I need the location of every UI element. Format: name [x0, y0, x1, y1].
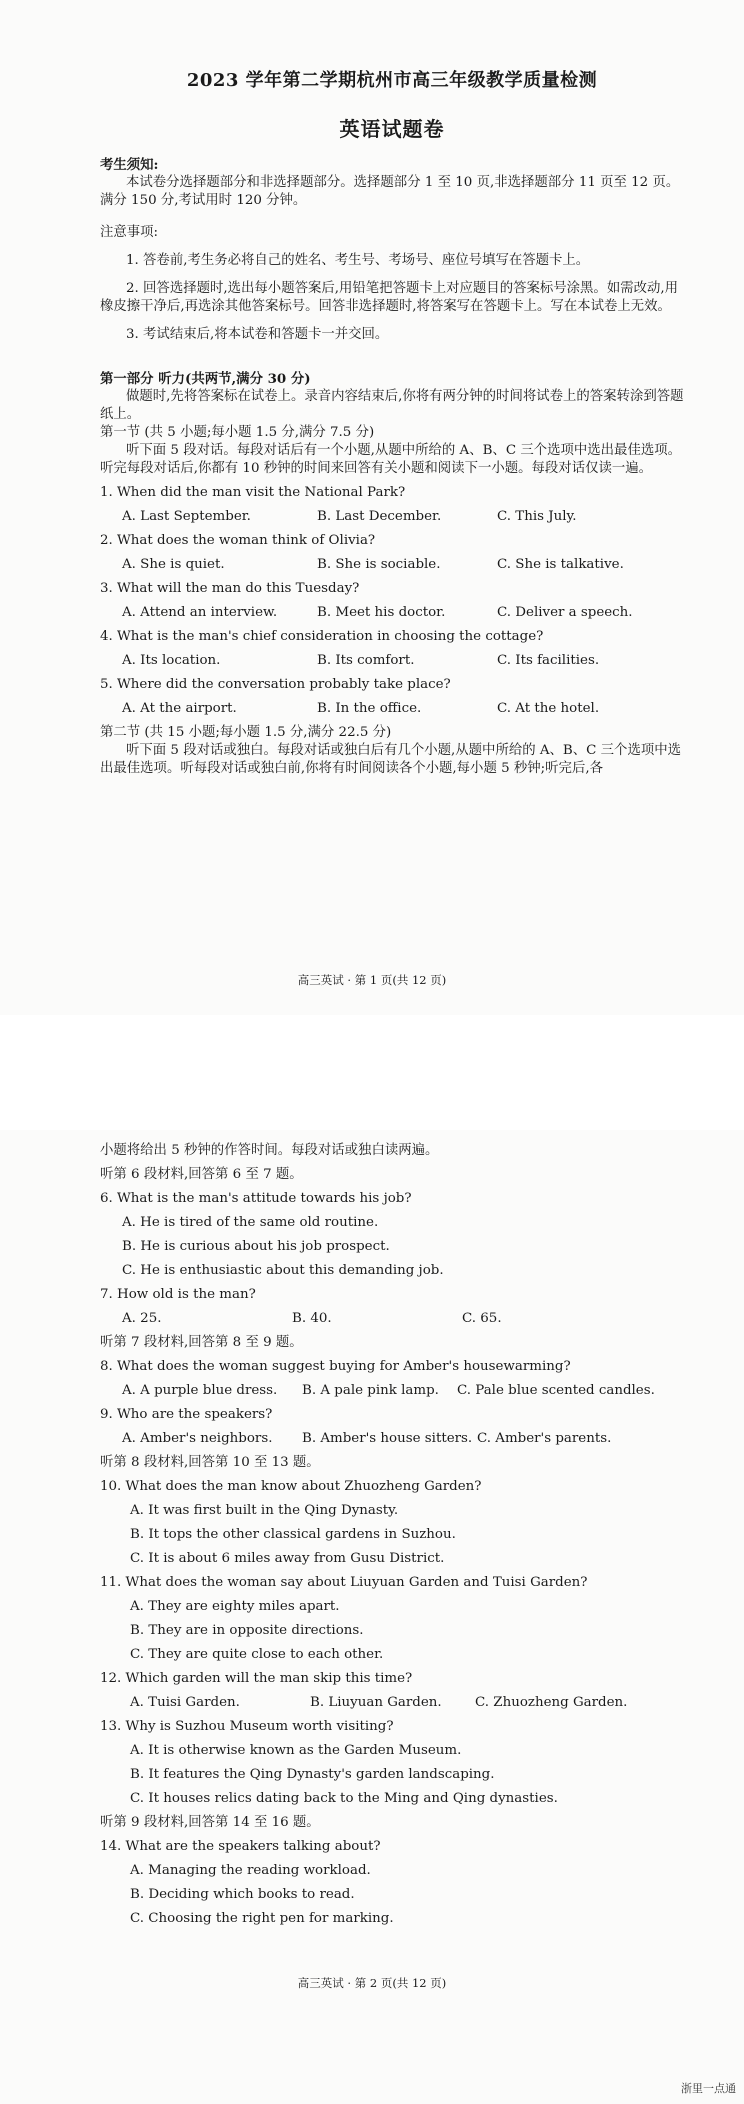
- option: C. 65.: [462, 1311, 502, 1326]
- attention-item: 3. 考试结束后,将本试卷和答题卡一并交回。: [126, 327, 389, 342]
- section1-paragraph: 听下面 5 段对话。每段对话后有一个小题,从题中所给的 A、B、C 三个选项中选出最佳选项。听完每段对话后,你都有 10 秒钟的时间来回答有关小题和阅读下一小题。每段对话仅读一遍。: [100, 443, 682, 476]
- option: C. Its facilities.: [497, 653, 600, 668]
- notice-heading: 考生须知:: [100, 157, 159, 173]
- section1-heading: 第一节 (共 5 小题;每小题 1.5 分,满分 7.5 分): [100, 425, 375, 440]
- option: C. They are quite close to each other.: [130, 1647, 384, 1662]
- material-instruction: 听第 6 段材料,回答第 6 至 7 题。: [100, 1167, 303, 1182]
- part1-heading: 第一部分 听力(共两节,满分 30 分): [100, 371, 311, 387]
- options-row: [122, 508, 684, 526]
- options-row: [122, 1310, 684, 1328]
- option: A. It was first built in the Qing Dynasty.: [130, 1503, 399, 1518]
- option: C. She is talkative.: [497, 557, 624, 572]
- options-row: [122, 700, 684, 718]
- attention-item: 1. 答卷前,考生务必将自己的姓名、考生号、考场号、座位号填写在答题卡上。: [126, 253, 590, 268]
- option: B. It tops the other classical gardens in Suzhou.: [130, 1527, 456, 1542]
- option: A. Tuisi Garden.: [130, 1695, 240, 1710]
- option: B. Deciding which books to read.: [130, 1887, 355, 1902]
- options-column: [122, 1214, 684, 1280]
- attention-item: 2. 回答选择题时,选出每小题答案后,用铅笔把答题卡上对应题目的答案标号涂黑。如需改动,用橡皮擦干净后,再选涂其他答案标号。回答非选择题时,将答案写在答题卡上。写在本试卷上无效。: [100, 281, 679, 314]
- option: C. Choosing the right pen for marking.: [130, 1911, 394, 1926]
- options-row: [122, 556, 684, 574]
- option: A. 25.: [122, 1311, 162, 1326]
- section2-paragraph: 听下面 5 段对话或独白。每段对话或独白后有几个小题,从题中所给的 A、B、C 三个选项中选出最佳选项。听每段对话或独白前,你将有时间阅读各个小题,每小题 5 秒钟;听完后,各: [100, 743, 682, 776]
- exam-title: 2023 学年第二学期杭州市高三年级教学质量检测: [186, 70, 598, 91]
- page-footer: 高三英试 · 第 2 页(共 12 页): [297, 1976, 447, 1990]
- question: 5. Where did the conversation probably take place?: [100, 677, 451, 692]
- option: B. A pale pink lamp.: [302, 1383, 439, 1398]
- question: 11. What does the woman say about Liuyuan Garden and Tuisi Garden?: [100, 1575, 588, 1590]
- options-row: [122, 1430, 684, 1448]
- option: C. He is enthusiastic about this demanding job.: [122, 1263, 444, 1278]
- watermark-text: 浙里一点通: [681, 2082, 736, 2095]
- option: B. It features the Qing Dynasty's garden landscaping.: [130, 1767, 495, 1782]
- exam-page-2: [0, 1130, 744, 2104]
- options-column: [130, 1598, 684, 1664]
- option: A. They are eighty miles apart.: [130, 1599, 340, 1614]
- page-footer: 高三英试 · 第 1 页(共 12 页): [297, 973, 447, 987]
- option: C. At the hotel.: [497, 701, 600, 716]
- material-instruction: 听第 8 段材料,回答第 10 至 13 题。: [100, 1455, 320, 1470]
- options-row: [122, 1382, 684, 1400]
- question: 10. What does the man know about Zhuozheng Garden?: [100, 1479, 482, 1494]
- option: C. Pale blue scented candles.: [457, 1383, 655, 1398]
- part1-paragraph: 做题时,先将答案标在试卷上。录音内容结束后,你将有两分钟的时间将试卷上的答案转涂到答题纸上。: [100, 389, 684, 422]
- material-instruction: 听第 7 段材料,回答第 8 至 9 题。: [100, 1335, 303, 1350]
- option: B. 40.: [292, 1311, 332, 1326]
- option: C. This July.: [497, 509, 577, 524]
- option: B. In the office.: [317, 701, 422, 716]
- option: B. Its comfort.: [317, 653, 415, 668]
- question: 2. What does the woman think of Olivia?: [100, 533, 376, 548]
- option: A. Its location.: [122, 653, 221, 668]
- attention-heading: 注意事项:: [100, 225, 159, 240]
- options-column: [130, 1502, 684, 1568]
- question: 13. Why is Suzhou Museum worth visiting?: [100, 1719, 394, 1734]
- option: C. It houses relics dating back to the Ming and Qing dynasties.: [130, 1791, 558, 1806]
- option: A. A purple blue dress.: [122, 1383, 278, 1398]
- question: 4. What is the man's chief consideration in choosing the cottage?: [100, 629, 544, 644]
- option: B. Meet his doctor.: [317, 605, 446, 620]
- option: A. He is tired of the same old routine.: [122, 1215, 379, 1230]
- material-instruction: 听第 9 段材料,回答第 14 至 16 题。: [100, 1815, 320, 1830]
- option: A. It is otherwise known as the Garden Museum.: [130, 1743, 462, 1758]
- option: B. Last December.: [317, 509, 442, 524]
- option: A. Last September.: [122, 509, 251, 524]
- option: C. Amber's parents.: [477, 1431, 612, 1446]
- question: 8. What does the woman suggest buying for Amber's housewarming?: [100, 1359, 571, 1374]
- question: 12. Which garden will the man skip this time?: [100, 1671, 413, 1686]
- question: 7. How old is the man?: [100, 1287, 256, 1302]
- option: C. Deliver a speech.: [497, 605, 633, 620]
- exam-page-1: [0, 0, 744, 1015]
- option: B. She is sociable.: [317, 557, 441, 572]
- question: 9. Who are the speakers?: [100, 1407, 273, 1422]
- options-column: [130, 1742, 684, 1808]
- question: 14. What are the speakers talking about?: [100, 1839, 381, 1854]
- option: B. They are in opposite directions.: [130, 1623, 364, 1638]
- option: B. Amber's house sitters.: [302, 1431, 473, 1446]
- notice-paragraph: 本试卷分选择题部分和非选择题部分。选择题部分 1 至 10 页,非选择题部分 11 页至 12 页。满分 150 分,考试用时 120 分钟。: [100, 175, 680, 208]
- question: 3. What will the man do this Tuesday?: [100, 581, 360, 596]
- option: A. At the airport.: [122, 701, 237, 716]
- options-row: [130, 1694, 684, 1712]
- option: A. Amber's neighbors.: [122, 1431, 273, 1446]
- question: 6. What is the man's attitude towards his job?: [100, 1191, 412, 1206]
- option: B. He is curious about his job prospect.: [122, 1239, 390, 1254]
- option: A. Attend an interview.: [122, 605, 278, 620]
- option: C. It is about 6 miles away from Gusu District.: [130, 1551, 445, 1566]
- options-row: [122, 652, 684, 670]
- option: A. Managing the reading workload.: [130, 1863, 371, 1878]
- options-row: [122, 604, 684, 622]
- option: B. Liuyuan Garden.: [310, 1695, 442, 1710]
- continuation-text: 小题将给出 5 秒钟的作答时间。每段对话或独白读两遍。: [100, 1143, 439, 1158]
- section2-heading: 第二节 (共 15 小题;每小题 1.5 分,满分 22.5 分): [100, 725, 392, 740]
- question: 1. When did the man visit the National Park?: [100, 485, 406, 500]
- exam-subtitle: 英语试题卷: [339, 117, 445, 141]
- option: C. Zhuozheng Garden.: [475, 1695, 628, 1710]
- options-column: [130, 1862, 684, 1928]
- option: A. She is quiet.: [122, 557, 225, 572]
